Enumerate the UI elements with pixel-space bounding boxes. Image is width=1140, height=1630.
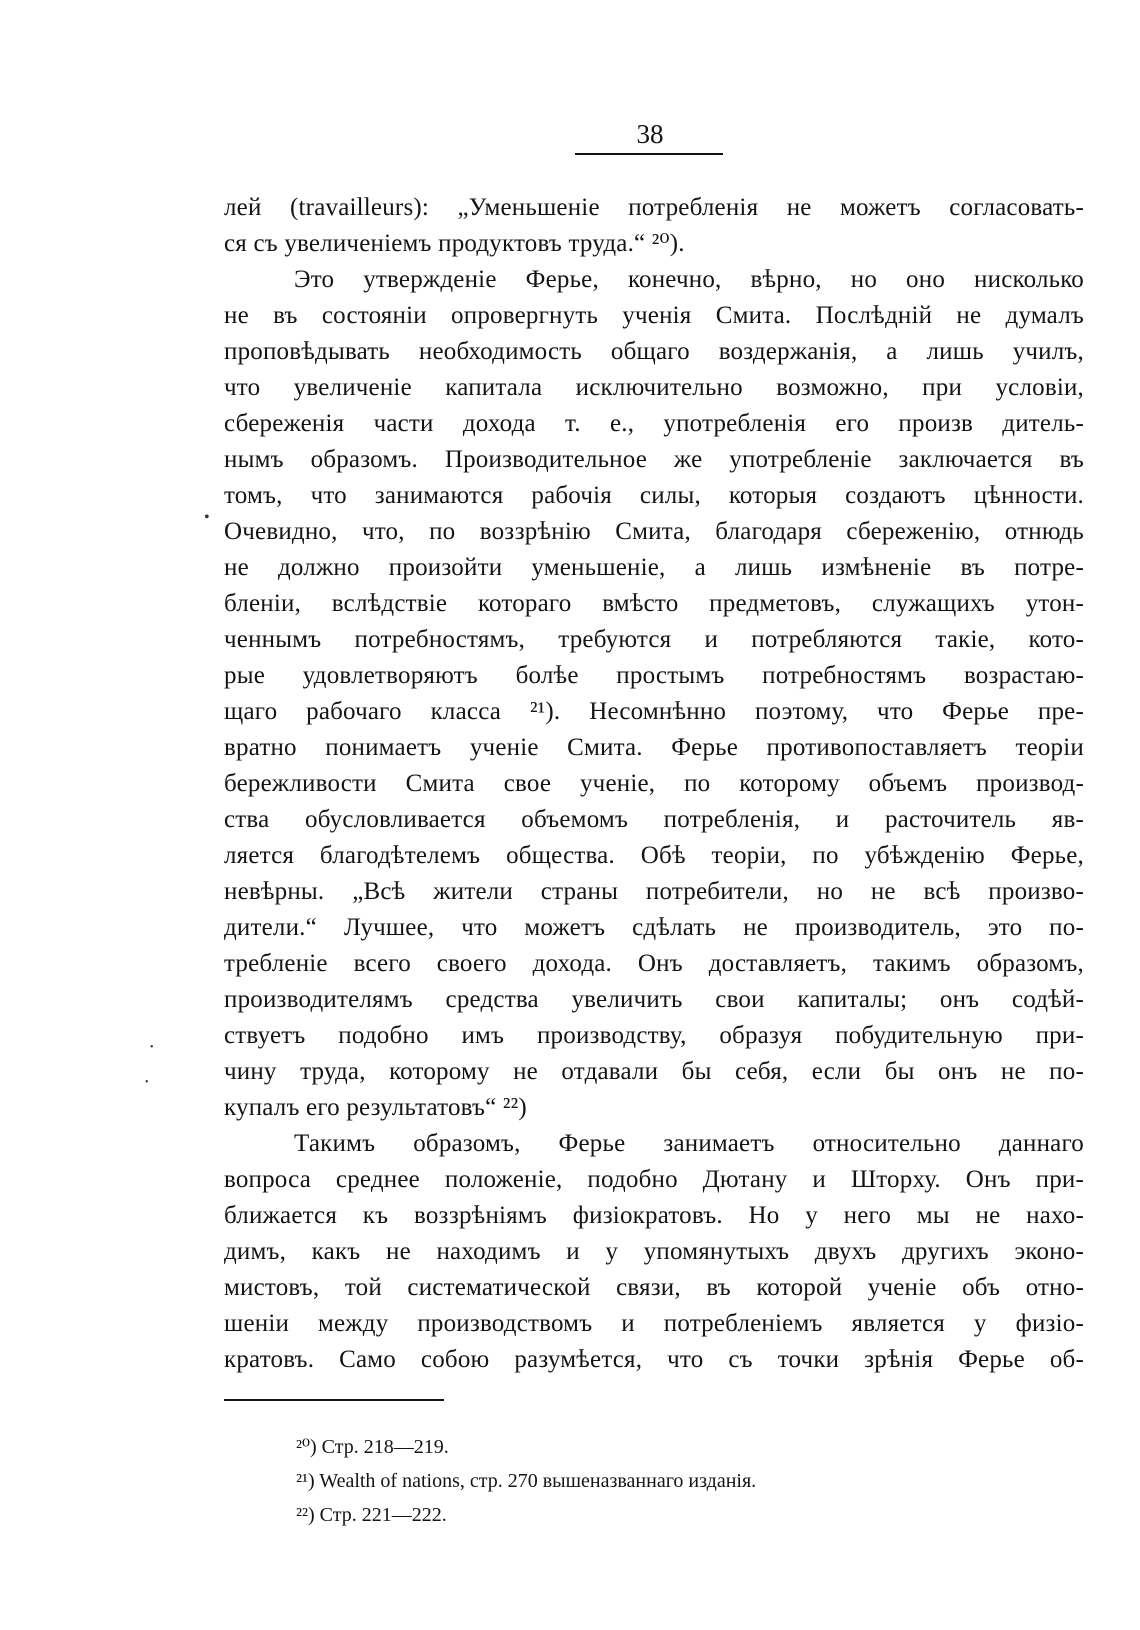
- text-line: бережливости Смита свое ученіе, по которому объемъ производ-: [224, 770, 1084, 797]
- footnote-rule: [224, 1399, 444, 1401]
- footnote-22: ²²) Стр. 221—222.: [296, 1504, 447, 1526]
- text-line: вопроса среднее положеніе, подобно Дютану и Шторху. Онъ при-: [224, 1166, 1084, 1193]
- text-line: что увеличеніе капитала исключительно возможно, при условіи,: [224, 374, 1084, 401]
- text-line: томъ, что занимаются рабочія силы, которыя создаютъ цѣнности.: [224, 482, 1084, 509]
- text-line: производителямъ средства увеличить свои капиталы; онъ содѣй-: [224, 986, 1084, 1013]
- body-text: [224, 190, 1084, 1378]
- text-line: нымъ образомъ. Производительное же употребленіе заключается въ: [224, 446, 1084, 473]
- text-line: невѣрны. „Всѣ жители страны потребители, но не всѣ произво-: [224, 878, 1084, 905]
- margin-bullet: •: [204, 509, 210, 526]
- text-line: лей (travailleurs): „Уменьшеніе потребленія не можетъ согласовать-: [224, 194, 1084, 221]
- text-line: вратно понимаетъ ученіе Смита. Ферье противопоставляетъ теоріи: [224, 734, 1084, 761]
- text-line: чину труда, которому не отдавали бы себя, если бы онъ не по-: [224, 1058, 1084, 1085]
- footnote-20: ²⁰) Стр. 218—219.: [296, 1436, 449, 1458]
- text-line: Очевидно, что, по воззрѣнію Смита, благодаря сбереженію, отнюдь: [224, 518, 1084, 545]
- margin-dot: •: [150, 1042, 154, 1053]
- page-number-rule: [575, 153, 723, 155]
- text-line: рые удовлетворяютъ болѣе простымъ потребностямъ возрастаю-: [224, 662, 1084, 689]
- text-line: щаго рабочаго класса ²¹). Несомнѣнно поэтому, что Ферье пре-: [224, 698, 1084, 725]
- text-line: ства обусловливается объемомъ потребленія, и расточитель яв-: [224, 806, 1084, 833]
- text-line: дители.“ Лучшее, что можетъ сдѣлать не производитель, это по-: [224, 914, 1084, 941]
- footnotes: [296, 1430, 996, 1532]
- text-line: требленіе всего своего дохода. Онъ доставляетъ, такимъ образомъ,: [224, 950, 1084, 977]
- text-line: Это утвержденіе Ферье, конечно, вѣрно, но оно нисколько: [294, 266, 1084, 293]
- text-line: кратовъ. Само собою разумѣется, что съ точки зрѣнія Ферье об-: [224, 1346, 1084, 1373]
- text-line: димъ, какъ не находимъ и у упомянутыхъ двухъ другихъ эконо-: [224, 1238, 1084, 1265]
- text-line: ченнымъ потребностямъ, требуются и потребляются такіе, кото-: [224, 626, 1084, 653]
- text-line: сбереженія части дохода т. е., употребленія его произв дитель-: [224, 410, 1084, 437]
- text-line: шеніи между производствомъ и потребленіемъ является у физіо-: [224, 1310, 1084, 1337]
- text-line: ствуетъ подобно имъ производству, образуя побудительную при-: [224, 1022, 1084, 1049]
- page-number: 38: [636, 119, 664, 149]
- text-line: бленіи, вслѣдствіе котораго вмѣсто предметовъ, служащихъ утон-: [224, 590, 1084, 617]
- text-line: проповѣдывать необходимость общаго воздержанія, а лишь училъ,: [224, 338, 1084, 365]
- text-line: купалъ его результатовъ“ ²²): [224, 1094, 527, 1121]
- text-line: ляется благодѣтелемъ общества. Обѣ теоріи, по убѣжденію Ферье,: [224, 842, 1084, 869]
- text-line: не въ состояніи опровергнуть ученія Смита. Послѣдній не думалъ: [224, 302, 1084, 329]
- text-line: мистовъ, той систематической связи, въ которой ученіе объ отно-: [224, 1274, 1084, 1301]
- text-line: Такимъ образомъ, Ферье занимаетъ относительно даннаго: [294, 1130, 1084, 1157]
- margin-dot: •: [145, 1077, 149, 1088]
- text-line: не должно произойти уменьшеніе, а лишь измѣненіе въ потре-: [224, 554, 1084, 581]
- text-line: ближается къ воззрѣніямъ физіократовъ. Но у него мы не нахо-: [224, 1202, 1084, 1229]
- footnote-21: ²¹) Wealth of nations, стр. 270 вышеназваннаго изданія.: [296, 1470, 757, 1492]
- text-line: ся съ увеличеніемъ продуктовъ труда.“ ²⁰).: [224, 230, 685, 257]
